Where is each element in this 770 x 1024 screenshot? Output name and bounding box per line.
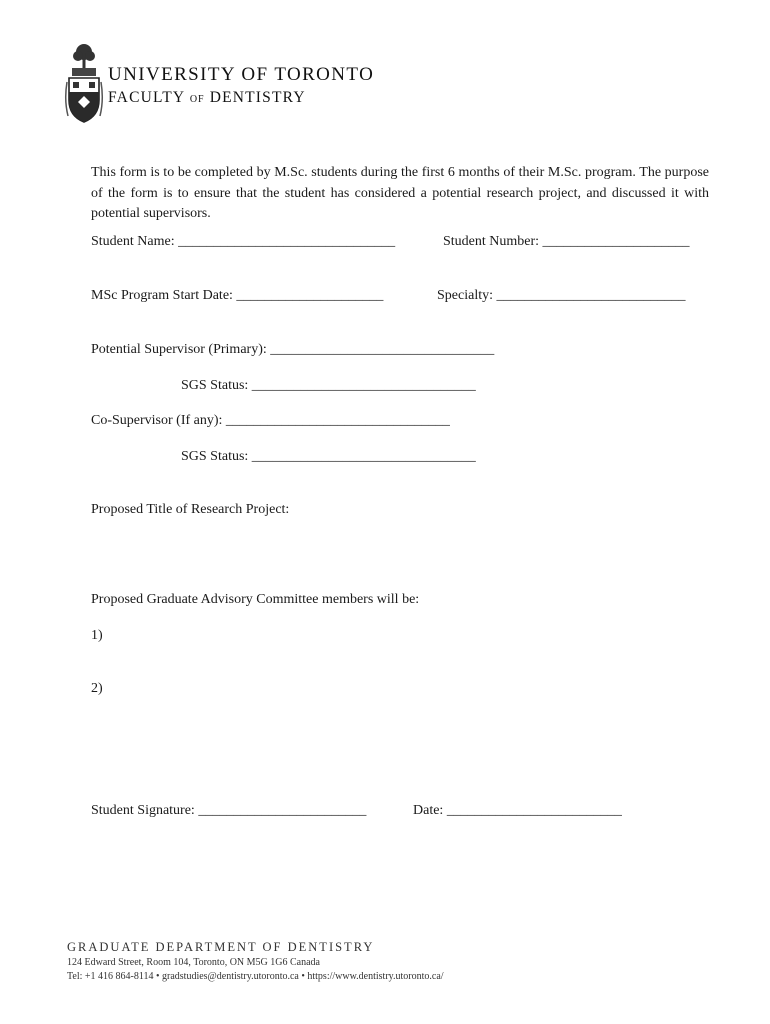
- university-name: UNIVERSITY OF TORONTO: [108, 64, 375, 85]
- faculty-word: FACULTY: [108, 89, 185, 106]
- footer-department: GRADUATE DEPARTMENT OF DENTISTRY: [67, 940, 375, 954]
- student-name-field[interactable]: Student Name: _______________________________: [91, 234, 396, 249]
- program-start-date-field[interactable]: MSc Program Start Date: _____________________: [91, 288, 384, 303]
- primary-supervisor-field[interactable]: Potential Supervisor (Primary): ________________________________: [91, 342, 495, 357]
- intro-paragraph: This form is to be completed by M.Sc. students during the first 6 months of their M.Sc. program. The purpose of the form is to ensure that the student has considered a potential research project, and discussed it with potential supervisors.: [91, 165, 709, 221]
- specialty-field[interactable]: Specialty: ___________________________: [437, 288, 686, 303]
- footer-address: 124 Edward Street, Room 104, Toronto, ON M5G 1G6 Canada: [67, 957, 320, 968]
- sgs-status-field-1[interactable]: SGS Status: ________________________________: [181, 378, 476, 393]
- student-number-field[interactable]: Student Number: _____________________: [443, 234, 690, 249]
- dentistry-word: DENTISTRY: [209, 89, 306, 106]
- faculty-name: [108, 89, 306, 107]
- committee-member-1: 1): [91, 628, 103, 643]
- project-title-label: Proposed Title of Research Project:: [91, 502, 290, 517]
- university-crest-icon: [64, 42, 104, 126]
- date-field[interactable]: Date: _________________________: [413, 803, 622, 818]
- co-supervisor-field[interactable]: Co-Supervisor (If any): ________________________________: [91, 413, 450, 428]
- sgs-status-field-2[interactable]: SGS Status: ________________________________: [181, 449, 476, 464]
- student-signature-field[interactable]: Student Signature: ________________________: [91, 803, 367, 818]
- committee-label: Proposed Graduate Advisory Committee members will be:: [91, 592, 420, 607]
- footer-contact: Tel: +1 416 864-8114 • gradstudies@dentistry.utoronto.ca • https://www.dentistry.utoronto.ca/: [67, 971, 444, 982]
- faculty-of-word: OF: [189, 94, 205, 105]
- committee-member-2: 2): [91, 681, 103, 696]
